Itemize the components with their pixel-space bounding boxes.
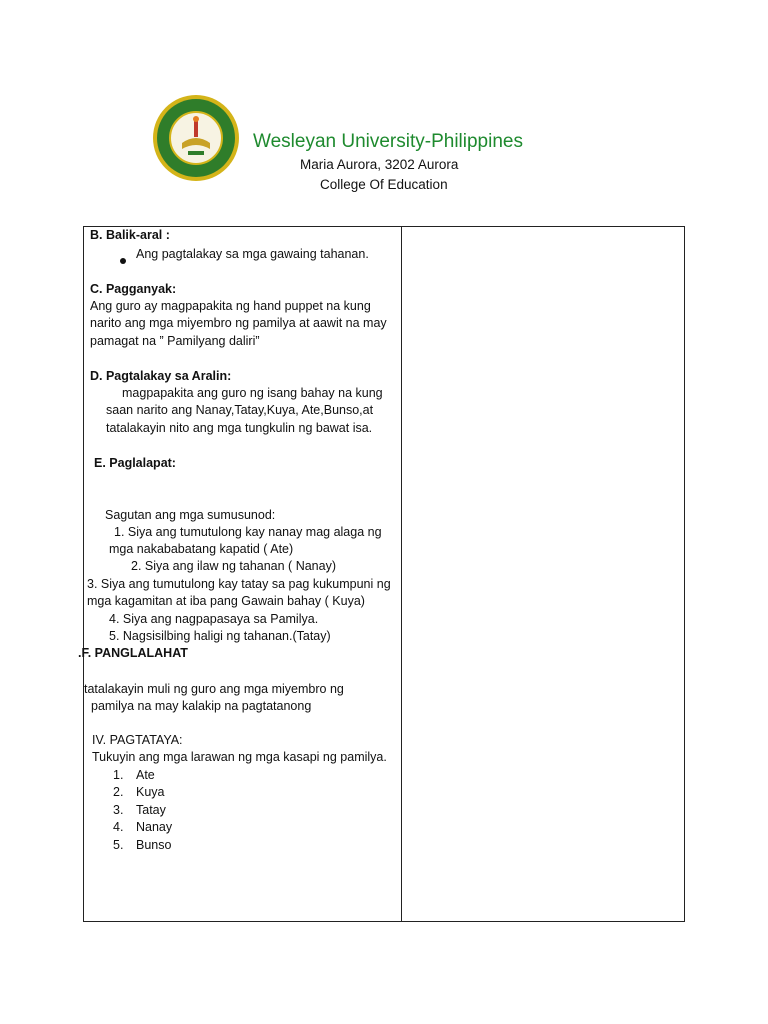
list-item-number: 4. bbox=[113, 820, 124, 834]
university-address: Maria Aurora, 3202 Aurora bbox=[300, 157, 459, 172]
paglalapat-line: mga nakababatang kapatid ( Ate) bbox=[109, 542, 294, 556]
bullet-icon bbox=[120, 258, 126, 264]
lesson-plan-table bbox=[78, 226, 685, 922]
pagtataya-heading: IV. PAGTATAYA: bbox=[92, 733, 183, 747]
pagtalakay-line: tatalakayin nito ang mga tungkulin ng bawat isa. bbox=[106, 421, 373, 435]
pagganyak-line: pamagat na ” Pamilyang daliri” bbox=[90, 334, 260, 348]
balik-aral-bullet: Ang pagtalakay sa mga gawaing tahanan. bbox=[136, 247, 369, 261]
paglalapat-line: 4. Siya ang nagpapasaya sa Pamilya. bbox=[109, 612, 319, 626]
paglalapat-line: 3. Siya ang tumutulong kay tatay sa pag kukumpuni ng bbox=[87, 577, 391, 591]
list-item-number: 3. bbox=[113, 803, 124, 817]
list-item-number: 1. bbox=[113, 768, 124, 782]
paglalapat-line: 1. Siya ang tumutulong kay nanay mag alaga ng bbox=[114, 525, 382, 539]
college-name: College Of Education bbox=[320, 177, 448, 192]
list-item: Tatay bbox=[136, 803, 166, 817]
pagtalakay-heading: D. Pagtalakay sa Aralin: bbox=[90, 369, 232, 383]
paglalapat-line: mga kagamitan at iba pang Gawain bahay ( Kuya) bbox=[87, 594, 365, 608]
pagganyak-line: Ang guro ay magpapakita ng hand puppet na kung bbox=[90, 299, 371, 313]
list-item-number: 2. bbox=[113, 785, 124, 799]
panglalahat-line: tatalakayin muli ng guro ang mga miyembro ng bbox=[84, 682, 344, 696]
pagganyak-heading: C. Pagganyak: bbox=[90, 282, 177, 296]
paglalapat-intro: Sagutan ang mga sumusunod: bbox=[105, 508, 276, 522]
list-item-number: 5. bbox=[113, 838, 124, 852]
paglalapat-heading: E. Paglalapat: bbox=[94, 456, 176, 470]
university-name: Wesleyan University-Philippines bbox=[253, 131, 523, 152]
panglalahat-heading: .F. PANGLALAHAT bbox=[78, 646, 188, 660]
pagtataya-instruction: Tukuyin ang mga larawan ng mga kasapi ng pamilya. bbox=[92, 750, 387, 764]
pagtalakay-line: saan narito ang Nanay,Tatay,Kuya, Ate,Bunso,at bbox=[106, 403, 374, 417]
list-item: Nanay bbox=[136, 820, 173, 834]
university-seal-logo bbox=[152, 93, 240, 183]
paglalapat-line: 2. Siya ang ilaw ng tahanan ( Nanay) bbox=[131, 559, 336, 573]
column-divider bbox=[401, 227, 402, 921]
paglalapat-line: 5. Nagsisilbing haligi ng tahanan.(Tatay) bbox=[109, 629, 331, 643]
pagganyak-line: narito ang mga miyembro ng pamilya at aawit na may bbox=[90, 316, 387, 330]
list-item: Bunso bbox=[136, 838, 172, 852]
list-item: Kuya bbox=[136, 785, 165, 799]
pagtalakay-line: magpapakita ang guro ng isang bahay na kung bbox=[122, 386, 383, 400]
balik-aral-heading: B. Balik-aral : bbox=[90, 228, 170, 242]
list-item: Ate bbox=[136, 768, 155, 782]
panglalahat-line: pamilya na may kalakip na pagtatanong bbox=[91, 699, 312, 713]
